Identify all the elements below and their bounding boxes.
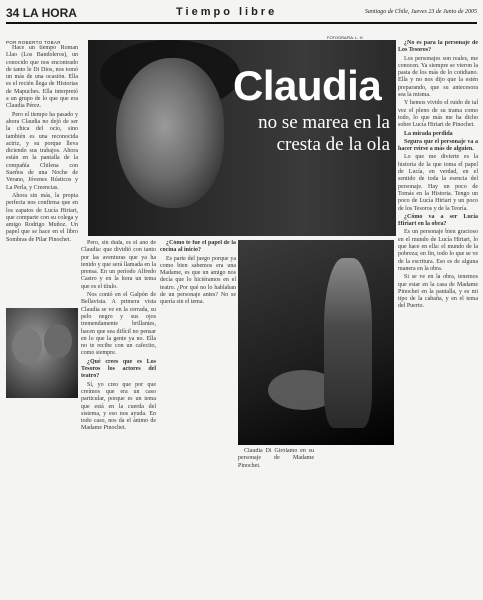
body-column-4 [238, 448, 314, 593]
body-paragraph: Lo que me divierte es la historia de la que toma el papel de Lucía, en verdad, en el sentido de toda la esencia del personaje. Hay un poco de Tomás en la Historia. Tengo un poco de Lucía Hiriart y un poco de los Tesoros y de la Teoría. [398, 154, 478, 212]
body-paragraph: Pero, sin duda, es el ano de Claudia: que dividió con tanto por las aventuras que ya ha tenido y que será llamada en la prensa. En un período Alfredo Castro y en la hora un tema que es el título. [81, 240, 156, 290]
subhead: La mirada perdida [404, 130, 453, 137]
body-paragraph: Sí, yo creo que por que creímos que era un caso particular, porque es un tema que está en la cuerda del sistema, y eso nos ayuda. En todo caso, nos da el ánimo de Madame Pinochet. [81, 381, 156, 432]
photo-person-1 [12, 328, 42, 364]
body-paragraph: Si se ve en la obra, tenemos que estar en la casa de Madame Pinochet en la pantalla, y es mi tipo de la cabaña, y en el tema del Puerto. [398, 274, 478, 310]
subheadline: no se marea en la cresta de la ola [258, 112, 390, 155]
photo-face [116, 58, 224, 208]
body-paragraph: Es un personaje bien gracioso en el mundo de Lucía Hiriart, lo que hace en ella: el mundo de la pobreza; en fin, todo lo que se ve de la escritura. Eso es de alguna manera en la obra. [398, 229, 478, 272]
body-paragraph: Nos contó en el Galpón de Bellavista. A primera vista Claudia se ve en la cerrada, su pelo negro y sus ojos tremendamente brillantes, hacen que sea difícil no pensar en lo que la gente ya no. Ella no te recibe con un cafecito, como siempre. [81, 292, 156, 357]
performance-photo [238, 240, 394, 445]
body-paragraph: Y hemos vivido el ruido de tal vez el pleno de su trama como todo, lo que más me ha dicho sobre Lucía Hiriart de Pinochet. [398, 100, 478, 129]
byline: POR ROBERTO TOBAR [6, 40, 61, 45]
page-number: 34 LA HORA [6, 6, 77, 20]
body-paragraph: Los personajes son reales, me conocen. Ya siempre se vieron la pasta de los más de lo cotidiano. Ella y no nos dijo que la estén preparando, que su antecesora sea la misma. [398, 55, 478, 99]
question: ¿Qué crees que es Los Tesoros los actores del teatro? [81, 358, 156, 380]
section-title: Tiempo libre [176, 6, 278, 18]
headline: Claudia [233, 62, 382, 109]
photo-credit: FOTOGRAFÍA: L. H. [327, 35, 364, 40]
body-column-2 [81, 240, 156, 590]
small-photo [6, 308, 78, 398]
intro-column [6, 45, 78, 287]
body-column-3 [160, 240, 236, 590]
photo-figure [324, 258, 372, 428]
body-paragraph: Es parte del juego porque ya como bien sabemos era una Madame, es que un amigo nos decía que lo hiciéramos en el teatro. ¿Por qué no lo hablaban de un personaje antes? No se quería sin el tema. [160, 255, 236, 306]
masthead [6, 6, 477, 24]
question: ¿No es para la personaje de Los Tesoros? [398, 40, 478, 54]
question: ¿Cómo te fue el papel de la cocina al inicio? [160, 240, 236, 254]
intro-paragraph: Hace un tiempo Roman Llao (Los Bandoleros), un conocido que nos encontrado de tanto le Di Dios, nos tomó un más de una ocasión. Ella es el recién llega de Historias de Mapuches. Ella interpretó a un grupo de lo que que era Claudia Pérez. [6, 45, 78, 110]
question: Segura que el personaje va a hacer reirse a más de alguien. [398, 138, 478, 153]
question: ¿Cómo va a ser Lucía Hiriart en la obra? [398, 213, 478, 228]
dateline: Santiago de Chile, Jueves 23 de Junio de 2005 [364, 9, 477, 15]
photo-person-2 [44, 324, 72, 358]
right-column [398, 40, 478, 595]
body-paragraph: Ahora sin más, la propia perfecta nos confirma que en los zapatos de Lucía Hiriart, que comparte con su colega y amigo Rodrigo Muñoz. Un papel que se hace en el libro Sombras de Pilar Pinochet. [6, 192, 78, 243]
body-paragraph: Pero el tiempo ha pasado y ahora Claudia no dejó de ser la chica del ocio, sino también es una reconocida actriz, y su porque lleva diciendo sus trabajos. Ahora están en la pantalla de la compañía Chilena con Sueños de una Noche de Verano, Jóvenes Rústicos y La Perla, y Creencias. [6, 111, 78, 191]
photo-caption: Claudia Di Girólamo en su personaje de Madame Pinochet. [238, 448, 314, 469]
